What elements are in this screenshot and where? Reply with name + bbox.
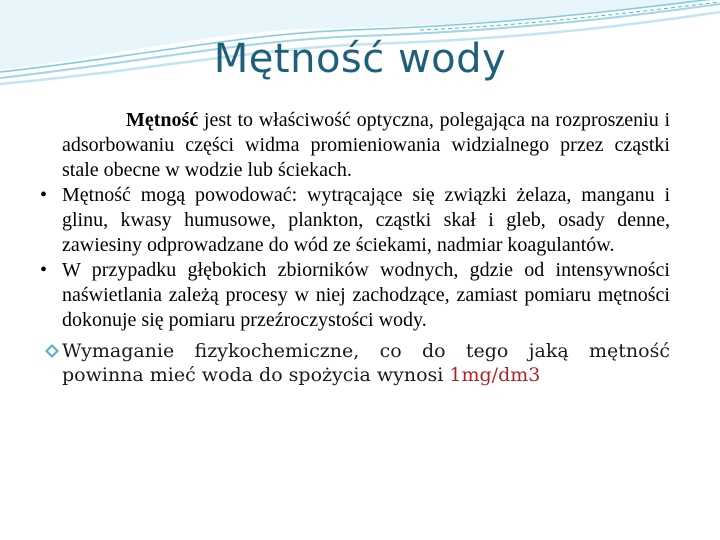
bullet-text-causes: Mętność mogą powodować: wytrącające się związki żelaza, manganu i glinu, kwasy humusowe, plankton, cząstki skał i gleb, osady denne, zawiesiny odprowadzane do wód ze ściekami, nadmiar koagulantów. <box>62 184 670 256</box>
slide-body <box>40 108 670 387</box>
bullet-dot-icon: • <box>40 259 48 281</box>
definition-text: jest to właściwość optyczna, polegająca na rozproszeniu i adsorbowaniu części widma promieniowania widzialnego przez cząstki stale obecne w wodzie lub ściekach. <box>62 109 670 181</box>
requirement-text: Wymaganie fizykochemiczne, co do tego jaką mętność powinna mieć woda do spożycia wynosi <box>62 340 670 386</box>
bullet-item-reservoirs <box>40 258 670 333</box>
term-bold: Mętność <box>126 109 199 131</box>
bullet-dot-icon: • <box>40 184 48 206</box>
page-title: Mętność wody <box>213 36 507 82</box>
diamond-bullet-icon <box>44 343 60 359</box>
bullet-item-causes <box>40 183 670 258</box>
bullet-item-requirement <box>50 339 670 387</box>
bullet-text-reservoirs: W przypadku głębokich zbiorników wodnych, gdzie od intensywności naświetlania zależą procesy w niej zachodzące, zamiast pomiaru mętności dokonuje się pomiaru przeźroczystości wody. <box>62 259 670 331</box>
requirement-value: 1mg/dm3 <box>449 364 541 386</box>
paragraph-definition <box>50 108 670 183</box>
